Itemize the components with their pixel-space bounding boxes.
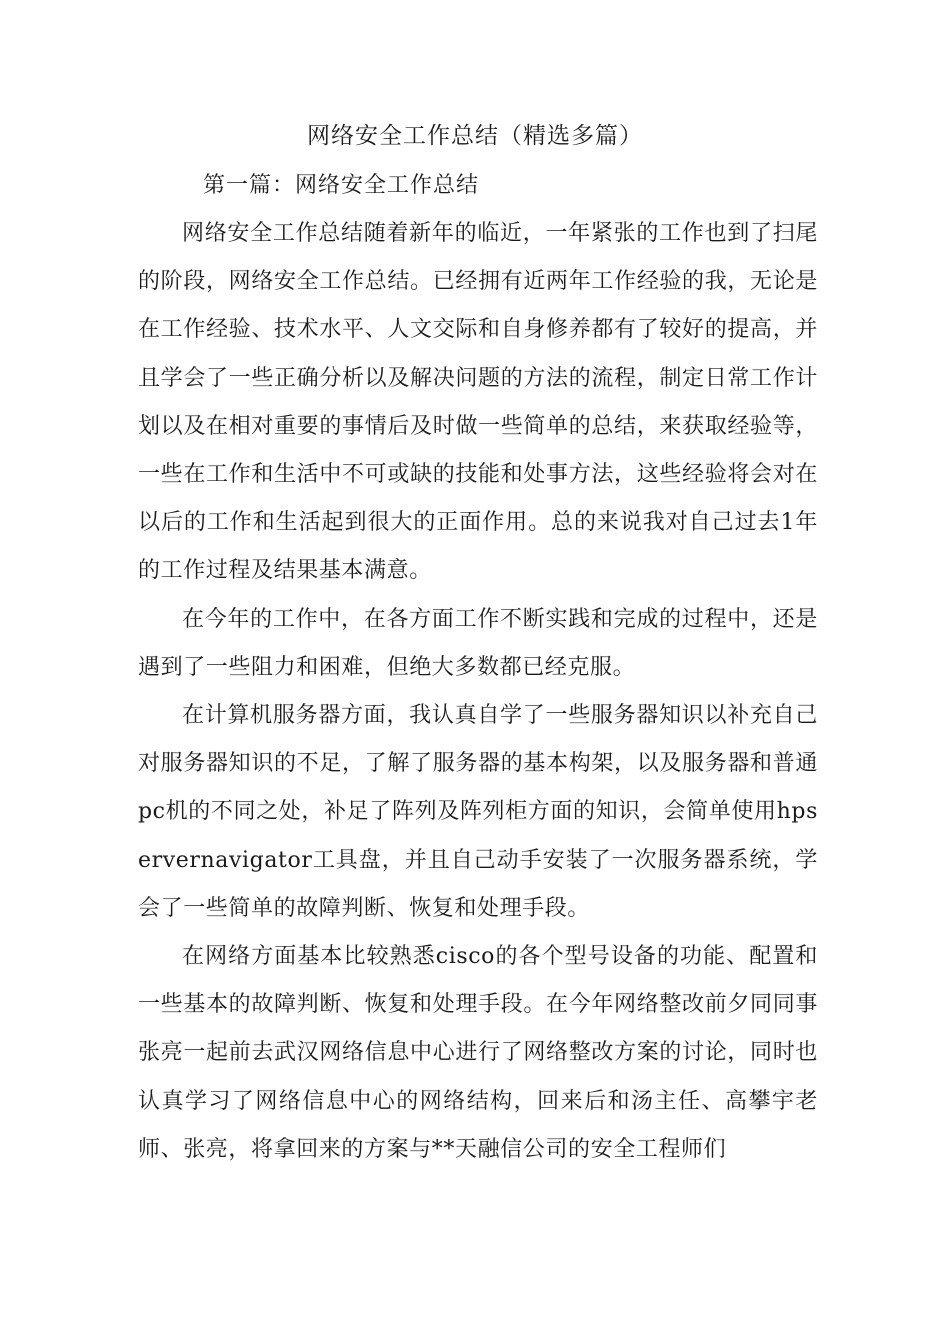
- paragraph-3: 在计算机服务器方面，我认真自学了一些服务器知识以补充自己对服务器知识的不足，了解了服务器的基本构架，以及服务器和普通pc机的不同之处，补足了阵列及阵列柜方面的知识，会简单使用hpservernavigator工具盘，并且自己动手安装了一次服务器系统，学会了一些简单的故障判断、恢复和处理手段。: [138, 703, 818, 921]
- section-heading: 第一篇：网络安全工作总结: [203, 173, 480, 198]
- document-title: 网络安全工作总结（精选多篇）: [307, 123, 643, 149]
- paragraph-2: 在今年的工作中，在各方面工作不断实践和完成的过程中，还是遇到了一些阻力和困难，但绝大多数都已经克服。: [138, 606, 818, 680]
- paragraph-1: 网络安全工作总结随着新年的临近，一年紧张的工作也到了扫尾的阶段，网络安全工作总结。已经拥有近两年工作经验的我，无论是在工作经验、技术水平、人文交际和自身修养都有了较好的提高，并且学会了一些正确分析以及解决问题的方法的流程，制定日常工作计划以及在相对重要的事情后及时做一些简单的总结，来获取经验等，一些在工作和生活中不可或缺的技能和处事方法，这些经验将会对在以后的工作和生活起到很大的正面作用。总的来说我对自己过去1年的工作过程及结果基本满意。: [138, 221, 818, 584]
- document-body: [138, 210, 818, 1174]
- paragraph-4: 在网络方面基本比较熟悉cisco的各个型号设备的功能、配置和一些基本的故障判断、恢复和处理手段。在今年网络整改前夕同同事张亮一起前去武汉网络信息中心进行了网络整改方案的讨论，同时也认真学习了网络信息中心的网络结构，回来后和汤主任、高攀宇老师、张亮，将拿回来的方案与**天融信公司的安全工程师们: [138, 944, 818, 1162]
